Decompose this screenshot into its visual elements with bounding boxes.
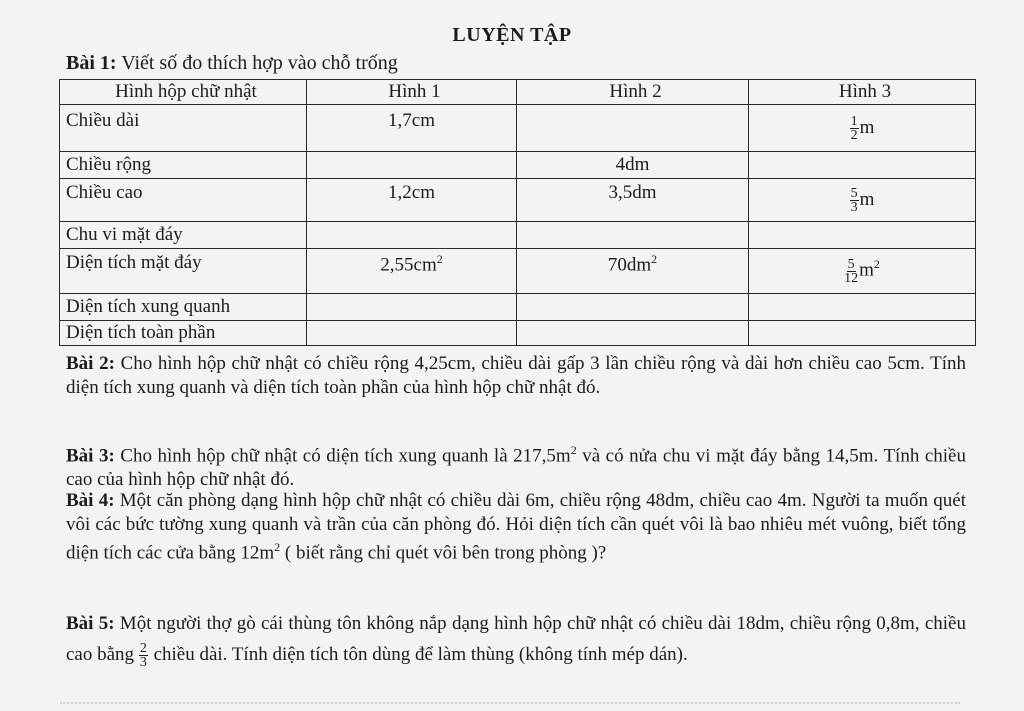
- exercise-5-label: Bài 5:: [66, 613, 115, 634]
- header-cell: Hình hộp chữ nhật: [60, 80, 307, 105]
- fraction: $\frac{5}{12}$: [844, 256, 859, 286]
- cell-value: $\frac{5}{3}$ m: [749, 179, 976, 222]
- exercise-3-label: Bài 3:: [66, 445, 115, 467]
- row-label: Chiều cao: [60, 179, 307, 222]
- table-row: [60, 179, 976, 222]
- cell-value: 1,2cm: [307, 179, 517, 222]
- cell-value: [517, 222, 749, 249]
- row-label: Diện tích mặt đáy: [60, 249, 307, 294]
- exercise-3: Bài 3: Cho hình hộp chữ nhật có diện tích xung quanh là $217,5m^2$ và có nửa chu vi mặt đáy bằng 14,5m. Tính chiều cao của hình hộp chữ nhật đó.: [66, 443, 966, 490]
- row-label: Chu vi mặt đáy: [60, 222, 307, 249]
- divider: [60, 702, 960, 710]
- fraction: $\frac{1}{2}$: [850, 113, 858, 143]
- exercise-1-label: Bài 1:: [66, 52, 117, 74]
- cell-value: [307, 321, 517, 346]
- exercise-4-label: Bài 4:: [66, 490, 115, 511]
- cell-value: $2,55cm^2$: [307, 249, 517, 294]
- row-label: Diện tích toàn phần: [60, 321, 307, 346]
- cell-value: 3,5dm: [517, 179, 749, 222]
- cell-value: [749, 321, 976, 346]
- table-row: [60, 152, 976, 179]
- fraction: $\frac{5}{3}$: [850, 185, 858, 215]
- table-row: [60, 222, 976, 249]
- page-title: LUYỆN TẬP: [452, 24, 572, 46]
- cell-value: [517, 321, 749, 346]
- cell-value: [307, 294, 517, 321]
- row-label: Chiều rộng: [60, 152, 307, 179]
- cell-value: $\frac{1}{2}$ m: [749, 105, 976, 152]
- exercise-5: Bài 5: Một người thợ gò cái thùng tôn không nắp dạng hình hộp chữ nhật có chiều dài 18dm, chiều rộng 0,8m, chiều cao bằng $\frac{2}{3}$ chiều dài. Tính diện tích tôn dùng để làm thùng (không tính mép dán).: [66, 613, 966, 671]
- exercise-1-table: [59, 79, 976, 346]
- exercise-2-text: Cho hình hộp chữ nhật có chiều rộng 4,25cm, chiều dài gấp 3 lần chiều rộng và dài hơn chiều cao 5cm. Tính diện tích xung quanh và diện tích toàn phần của hình hộp chữ nhật đó.: [66, 353, 966, 398]
- exercise-1-text: Viết số đo thích hợp vào chỗ trống: [116, 52, 398, 74]
- cell-value: $70dm^2$: [517, 249, 749, 294]
- cell-value: 4dm: [517, 152, 749, 179]
- row-label: Diện tích xung quanh: [60, 294, 307, 321]
- exercise-4: Bài 4: Một căn phòng dạng hình hộp chữ nhật có chiều dài 6m, chiều rộng 48dm, chiều cao 4m. Người ta muốn quét vôi các bức tường xung quanh và trần của căn phòng đó. Hỏi diện tích cần quét vôi là bao nhiêu mét vuông, biết tổng diện tích các cửa bằng $12m^2$ ( biết rằng chỉ quét vôi bên trong phòng )?: [66, 490, 966, 564]
- cell-value: [749, 294, 976, 321]
- cell-value: [749, 152, 976, 179]
- table-row: [60, 321, 976, 346]
- cell-value: [749, 222, 976, 249]
- cell-value: [517, 294, 749, 321]
- header-cell: Hình 1: [307, 80, 517, 105]
- cell-value: 1,7cm: [307, 105, 517, 152]
- header-cell: Hình 2: [517, 80, 749, 105]
- cell-value: [517, 105, 749, 152]
- fraction: $\frac{2}{3}$: [139, 641, 147, 671]
- cell-value: [307, 222, 517, 249]
- cell-value: [307, 152, 517, 179]
- table-row: [60, 294, 976, 321]
- exercise-1-prompt: [66, 52, 398, 75]
- row-label: Chiều dài: [60, 105, 307, 152]
- table-header-row: [60, 80, 976, 105]
- exercise-2: [66, 352, 966, 399]
- exercise-2-label: Bài 2:: [66, 353, 115, 374]
- cell-value: $\frac{5}{12}$ $m^2$: [749, 249, 976, 294]
- table-row: [60, 105, 976, 152]
- header-cell: Hình 3: [749, 80, 976, 105]
- table-row: [60, 249, 976, 294]
